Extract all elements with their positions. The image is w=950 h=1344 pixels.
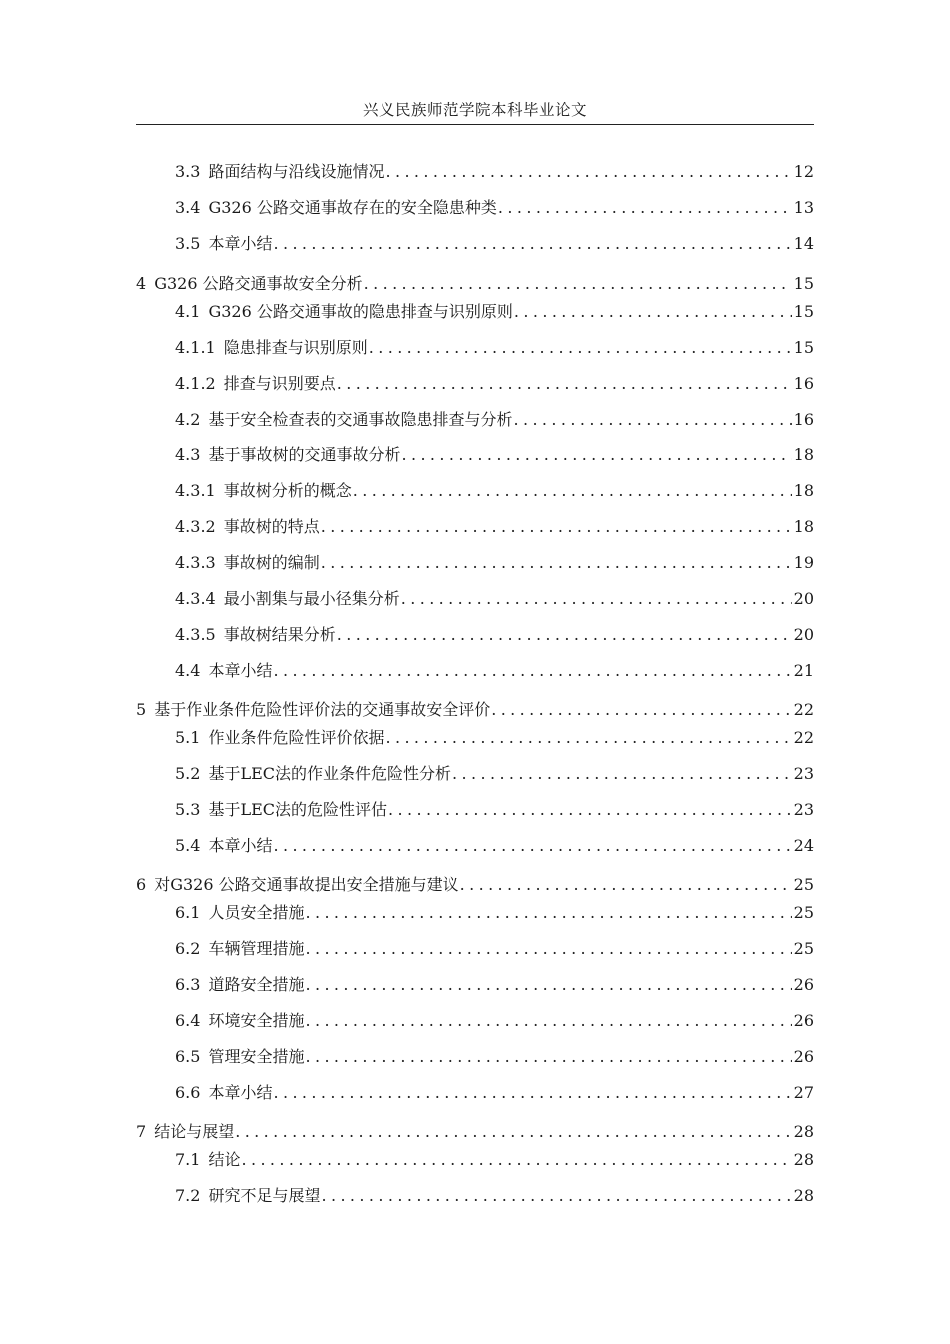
toc-entry-number: 4.2: [175, 410, 201, 429]
toc-dot-leader: [321, 1184, 791, 1208]
toc-entry-text: 基于LEC法的作业条件危险性分析: [208, 764, 452, 783]
toc-entry-title: [175, 623, 336, 647]
toc-entry-text: 基于作业条件危险性评价法的交通事故安全评价: [154, 700, 491, 719]
toc-page-number: 25: [793, 939, 814, 958]
toc-entry-title: [136, 272, 363, 296]
toc-entry-text: 事故树结果分析: [223, 625, 336, 644]
toc-page-number: 13: [793, 198, 814, 217]
toc-dot-leader: [385, 160, 791, 184]
toc-entry-text: 环境安全措施: [208, 1011, 305, 1030]
toc-entry[interactable]: [175, 798, 814, 822]
toc-entry-number: 4.3.4: [175, 589, 216, 608]
toc-entry[interactable]: [175, 300, 814, 324]
toc-entry-number: 4.3: [175, 445, 201, 464]
toc-entry[interactable]: [175, 232, 814, 256]
toc-entry[interactable]: [175, 834, 814, 858]
toc-entry-text: 本章小结: [208, 1083, 273, 1102]
toc-entry[interactable]: [136, 272, 814, 296]
toc-entry-title: [175, 659, 272, 683]
toc-dot-leader: [513, 408, 791, 432]
toc-entry-title: [175, 973, 304, 997]
toc-entry-text: 人员安全措施: [208, 903, 305, 922]
toc-page-number: 18: [793, 517, 814, 536]
toc-page-number: 27: [793, 1083, 814, 1102]
toc-dot-leader: [321, 551, 792, 575]
toc-entry-title: [175, 408, 512, 432]
toc-dot-leader: [321, 515, 792, 539]
toc-dot-leader: [460, 873, 792, 897]
toc-entry-number: 6.6: [175, 1083, 201, 1102]
toc-entry-text: 道路安全措施: [208, 975, 305, 994]
toc-entry[interactable]: [175, 479, 814, 503]
toc-entry-title: [175, 1045, 304, 1069]
toc-entry-text: G326 公路交通事故的隐患排查与识别原则: [208, 302, 513, 321]
toc-page-number: 18: [793, 481, 814, 500]
toc-entry[interactable]: [175, 1184, 814, 1208]
toc-entry-text: 事故树分析的概念: [223, 481, 352, 500]
toc-entry-number: 7: [136, 1122, 147, 1141]
toc-entry-text: 本章小结: [208, 234, 273, 253]
toc-page-number: 28: [793, 1186, 814, 1205]
toc-page-number: 20: [793, 589, 814, 608]
toc-dot-leader: [498, 196, 792, 220]
toc-entry-text: 基于LEC法的危险性评估: [208, 800, 388, 819]
toc-entry-number: 4.1: [175, 302, 201, 321]
toc-dot-leader: [273, 1081, 791, 1105]
toc-entry-number: 3.3: [175, 162, 201, 181]
toc-entry-title: [175, 443, 400, 467]
toc-entry[interactable]: [136, 1120, 814, 1144]
toc-entry-text: 本章小结: [208, 661, 273, 680]
toc-entry-title: [175, 726, 384, 750]
toc-entry-text: 事故树的特点: [223, 517, 320, 536]
toc-entry-title: [175, 336, 368, 360]
toc-dot-leader: [401, 443, 791, 467]
header-title: 兴义民族师范学院本科毕业论文: [362, 101, 587, 119]
toc-entry-title: [175, 515, 320, 539]
toc-entry[interactable]: [175, 336, 814, 360]
toc-entry[interactable]: [175, 973, 814, 997]
toc-dot-leader: [305, 1009, 791, 1033]
toc-dot-leader: [235, 1120, 791, 1144]
toc-dot-leader: [273, 232, 791, 256]
toc-entry[interactable]: [175, 762, 814, 786]
toc-entry-title: [175, 372, 336, 396]
toc-page-number: 22: [793, 728, 814, 747]
toc-entry-number: 4.4: [175, 661, 201, 680]
toc-entry-number: 6.4: [175, 1011, 201, 1030]
toc-entry[interactable]: [175, 408, 814, 432]
toc-entry-text: 基于事故树的交通事故分析: [208, 445, 401, 464]
toc-entry[interactable]: [175, 1148, 814, 1172]
toc-dot-leader: [364, 272, 792, 296]
toc-page-number: 26: [793, 1011, 814, 1030]
toc-entry-title: [175, 1009, 304, 1033]
toc-entry-text: 排查与识别要点: [223, 374, 336, 393]
toc-entry-number: 5.3: [175, 800, 201, 819]
toc-page-number: 16: [793, 410, 814, 429]
toc-dot-leader: [305, 1045, 791, 1069]
toc-entry-number: 5.4: [175, 836, 201, 855]
toc-dot-leader: [514, 300, 792, 324]
toc-entry-title: [175, 1148, 240, 1172]
toc-dot-leader: [401, 587, 792, 611]
toc-entry-number: 7.2: [175, 1186, 201, 1205]
toc-entry-text: 结论与展望: [154, 1122, 235, 1141]
toc-entry-number: 5.1: [175, 728, 201, 747]
toc-entry-title: [175, 798, 387, 822]
toc-dot-leader: [273, 834, 791, 858]
toc-page-number: 28: [793, 1150, 814, 1169]
toc-entry-text: 最小割集与最小径集分析: [223, 589, 400, 608]
toc-entry-title: [175, 232, 272, 256]
toc-entry-number: 7.1: [175, 1150, 201, 1169]
toc-entry-number: 4.3.3: [175, 553, 216, 572]
toc-page-number: 28: [793, 1122, 814, 1141]
toc-page-number: 26: [793, 1047, 814, 1066]
toc-entry-title: [175, 160, 384, 184]
toc-dot-leader: [241, 1148, 791, 1172]
toc-entry[interactable]: [175, 1009, 814, 1033]
toc-entry-title: [175, 479, 352, 503]
toc-entry-title: [175, 1184, 320, 1208]
toc-entry[interactable]: [136, 698, 814, 722]
toc-dot-leader: [337, 623, 792, 647]
toc-entry-title: [175, 551, 320, 575]
toc-page-number: 23: [793, 800, 814, 819]
toc-page-number: 12: [793, 162, 814, 181]
toc-entry-number: 4.1.1: [175, 338, 216, 357]
toc-entry-number: 3.5: [175, 234, 201, 253]
toc-entry-number: 6.2: [175, 939, 201, 958]
toc-entry-text: 研究不足与展望: [208, 1186, 321, 1205]
toc-entry-text: 本章小结: [208, 836, 273, 855]
toc-page-number: 15: [793, 338, 814, 357]
toc-entry-title: [175, 937, 304, 961]
toc-dot-leader: [385, 726, 791, 750]
toc-page-number: 18: [793, 445, 814, 464]
toc-entry-text: 基于安全检查表的交通事故隐患排查与分析: [208, 410, 513, 429]
toc-page-number: 23: [793, 764, 814, 783]
toc-entry[interactable]: [175, 1081, 814, 1105]
toc-page-number: 16: [793, 374, 814, 393]
toc-entry-title: [136, 873, 459, 897]
toc-dot-leader: [452, 762, 792, 786]
toc-dot-leader: [353, 479, 792, 503]
toc-entry-text: 事故树的编制: [223, 553, 320, 572]
toc-entry[interactable]: [175, 1045, 814, 1069]
toc-entry-text: G326 公路交通事故存在的安全隐患种类: [208, 198, 497, 217]
toc-entry-text: 隐患排查与识别原则: [223, 338, 368, 357]
toc-entry-number: 4.3.5: [175, 625, 216, 644]
toc-entry-number: 4.1.2: [175, 374, 216, 393]
toc-entry-title: [175, 587, 400, 611]
toc-page-number: 22: [793, 700, 814, 719]
toc-page-number: 19: [793, 553, 814, 572]
toc-entry-number: 6.5: [175, 1047, 201, 1066]
toc-entry-number: 5.2: [175, 764, 201, 783]
toc-entry[interactable]: [175, 551, 814, 575]
toc-page-number: 14: [793, 234, 814, 253]
toc-page-number: 20: [793, 625, 814, 644]
toc-entry-number: 6.3: [175, 975, 201, 994]
toc-entry-title: [175, 762, 451, 786]
toc-entry-title: [175, 300, 513, 324]
toc-entry-number: 4.3.1: [175, 481, 216, 500]
toc-entry-number: 3.4: [175, 198, 201, 217]
toc-page-number: 21: [793, 661, 814, 680]
toc-page-number: 24: [793, 836, 814, 855]
toc-entry-text: 作业条件危险性评价依据: [208, 728, 385, 747]
toc-entry-number: 4: [136, 274, 147, 293]
toc-entry[interactable]: [175, 901, 814, 925]
toc-dot-leader: [337, 372, 792, 396]
toc-entry[interactable]: [175, 726, 814, 750]
toc-page-number: 26: [793, 975, 814, 994]
toc-entry[interactable]: [175, 196, 814, 220]
toc-entry-title: [136, 1120, 234, 1144]
toc-entry[interactable]: [175, 160, 814, 184]
toc-entry-title: [175, 834, 272, 858]
toc-entry-text: 路面结构与沿线设施情况: [208, 162, 385, 181]
toc-entry-text: 车辆管理措施: [208, 939, 305, 958]
toc-dot-leader: [388, 798, 792, 822]
toc-entry-number: 4.3.2: [175, 517, 216, 536]
toc-entry-title: [175, 196, 497, 220]
toc-entry[interactable]: [175, 372, 814, 396]
toc-dot-leader: [491, 698, 791, 722]
toc-entry-title: [175, 1081, 272, 1105]
toc-entry-title: [175, 901, 304, 925]
toc-page-number: 25: [793, 903, 814, 922]
toc-entry-text: 对G326 公路交通事故提出安全措施与建议: [154, 875, 459, 894]
toc-entry[interactable]: [175, 659, 814, 683]
toc-entry-text: 结论: [208, 1150, 241, 1169]
toc-page-number: 15: [793, 274, 814, 293]
toc-entry-number: 6: [136, 875, 147, 894]
toc-dot-leader: [369, 336, 792, 360]
toc-entry-title: [136, 698, 490, 722]
toc-entry[interactable]: [175, 587, 814, 611]
toc-entry-number: 6.1: [175, 903, 201, 922]
toc-entry-number: 5: [136, 700, 147, 719]
toc-page-number: 15: [793, 302, 814, 321]
toc-dot-leader: [305, 937, 791, 961]
toc-page-number: 25: [793, 875, 814, 894]
toc-dot-leader: [305, 901, 791, 925]
toc-entry-text: G326 公路交通事故安全分析: [154, 274, 363, 293]
toc-entry[interactable]: [175, 623, 814, 647]
toc-dot-leader: [273, 659, 791, 683]
toc-entry-text: 管理安全措施: [208, 1047, 305, 1066]
toc-entry[interactable]: [175, 443, 814, 467]
toc-entry[interactable]: [136, 873, 814, 897]
toc-dot-leader: [305, 973, 791, 997]
toc-entry[interactable]: [175, 515, 814, 539]
toc-entry[interactable]: [175, 937, 814, 961]
